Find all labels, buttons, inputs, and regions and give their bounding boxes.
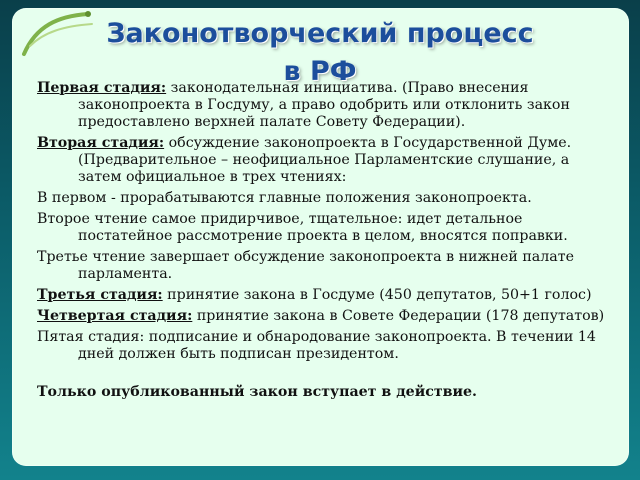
- paragraph-stage-2: [37, 135, 607, 186]
- paragraph-stage-3: [37, 287, 607, 304]
- paragraph-first-reading: [37, 190, 607, 207]
- title-line-2: в РФ: [283, 56, 357, 87]
- paragraph-text: обсуждение законопроекта в Государственной Думе. (Предварительное – неофициальное Парламентские слушание, а затем официальное в трех чтениях:: [78, 135, 572, 185]
- stage-label: Первая стадия:: [37, 80, 167, 96]
- slide-content: [37, 80, 607, 405]
- stage-label: Четвертая стадия:: [37, 308, 193, 324]
- paragraph-text: Пятая стадия: подписание и обнародование законопроекта. В течении 14 дней должен быть подписан президентом.: [37, 329, 596, 362]
- title-line-1: Законотворческий процесс: [106, 18, 534, 49]
- paragraph-text: Второе чтение самое придирчивое, тщательное: идет детальное постатейное рассмотрение проекта в целом, вносятся поправки.: [37, 211, 568, 244]
- paragraph-stage-4: [37, 308, 607, 325]
- final-statement: Только опубликованный закон вступает в действие.: [37, 384, 477, 400]
- stage-label: Третья стадия:: [37, 287, 163, 303]
- paragraph-text: принятие закона в Совете Федерации (178 депутатов): [192, 308, 605, 324]
- paragraph-stage-1: [37, 80, 607, 131]
- paragraph-text: принятие закона в Госдуме (450 депутатов, 50+1 голос): [162, 287, 592, 303]
- stage-label: Вторая стадия:: [37, 135, 165, 151]
- paragraph-text: Третье чтение завершает обсуждение законопроекта в нижней палате парламента.: [37, 249, 574, 282]
- paragraph-second-reading: [37, 211, 607, 245]
- paragraph-text: законодательная инициатива. (Право внесения законопроекта в Госдуму, а право одобрить или отклонить закон предоставлено верхней палате Совету Федерации).: [78, 80, 570, 130]
- paragraph-third-reading: [37, 249, 607, 283]
- paragraph-stage-5: [37, 329, 607, 363]
- paragraph-text: В первом - прорабатываются главные положения законопроекта.: [37, 190, 532, 206]
